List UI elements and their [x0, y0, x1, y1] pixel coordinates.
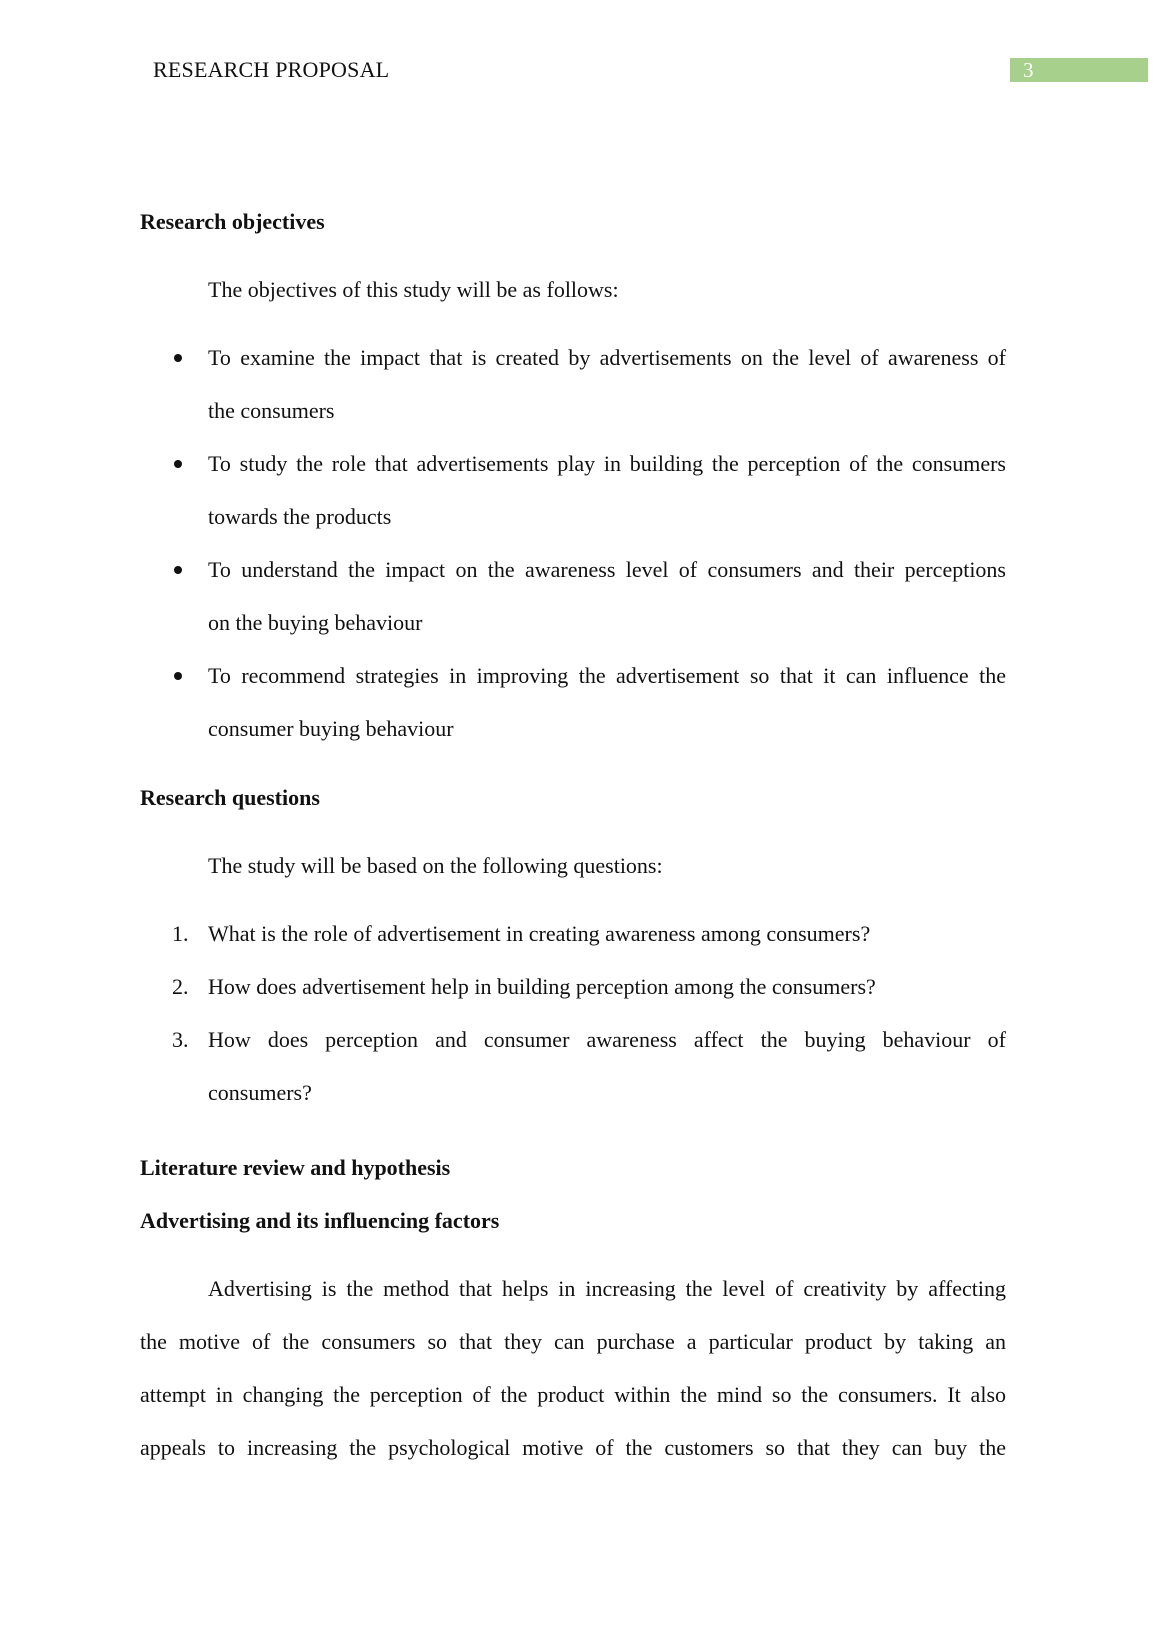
list-item-line: towards the products	[208, 504, 392, 529]
list-item-line: the consumers	[208, 398, 335, 423]
paragraph-line: the motive of the consumers so that they can purchase a particular product by taking an	[140, 1329, 1006, 1354]
page-number-box	[1010, 58, 1148, 82]
list-item-line: To study the role that advertisements play in building the perception of the consumers	[208, 451, 1006, 476]
list-item-number: 2.	[172, 974, 189, 999]
bullet-icon	[174, 354, 182, 362]
list-item-line: consumer buying behaviour	[208, 716, 454, 741]
list-item-number: 1.	[172, 921, 189, 946]
list-item-line: To examine the impact that is created by advertisements on the level of awareness of	[208, 345, 1006, 370]
list-item-line: To recommend strategies in improving the advertisement so that it can influence the	[208, 663, 1006, 688]
list-item-line: on the buying behaviour	[208, 610, 423, 635]
section-intro: The study will be based on the following questions:	[208, 853, 663, 878]
list-item-number: 3.	[172, 1027, 189, 1052]
section-heading: Research questions	[140, 785, 320, 810]
section-intro: The objectives of this study will be as follows:	[208, 277, 619, 302]
section-subheading: Advertising and its influencing factors	[140, 1208, 500, 1233]
list-item-line: What is the role of advertisement in creating awareness among consumers?	[208, 921, 871, 946]
page-number: 3	[1023, 58, 1034, 82]
header-title: RESEARCH PROPOSAL	[153, 57, 390, 82]
paragraph-line: attempt in changing the perception of the product within the mind so the consumers. It also	[140, 1382, 1006, 1407]
section-heading: Literature review and hypothesis	[140, 1155, 451, 1180]
section-heading: Research objectives	[140, 209, 325, 234]
list-item-line: How does perception and consumer awareness affect the buying behaviour of	[208, 1027, 1006, 1052]
bullet-icon	[174, 672, 182, 680]
bullet-icon	[174, 460, 182, 468]
paragraph-line: Advertising is the method that helps in increasing the level of creativity by affecting	[208, 1276, 1006, 1301]
paragraph-line: appeals to increasing the psychological motive of the customers so that they can buy the	[140, 1435, 1006, 1460]
list-item-line: consumers?	[208, 1080, 312, 1105]
bullet-icon	[174, 566, 182, 574]
list-item-line: To understand the impact on the awareness level of consumers and their perceptions	[208, 557, 1006, 582]
list-item-line: How does advertisement help in building perception among the consumers?	[208, 974, 876, 999]
